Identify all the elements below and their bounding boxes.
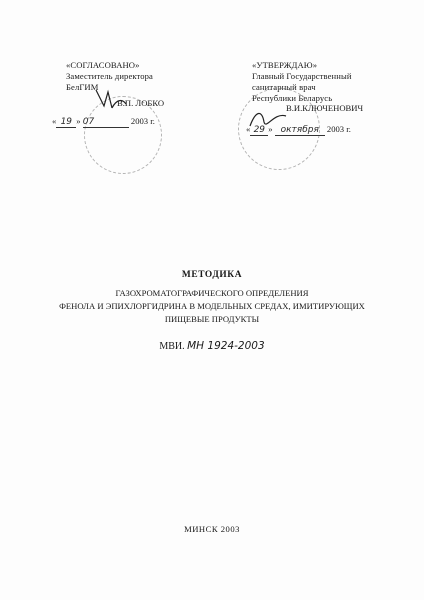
approval-right-date-year: 2003 г.: [326, 124, 351, 134]
document-title: МЕТОДИКА: [181, 270, 243, 280]
approval-left-position: Заместитель директора: [66, 71, 153, 81]
approval-left-date-month: 07: [82, 117, 95, 127]
document-subtitle-line-1: ГАЗОХРОМАТОГРАФИЧЕСКОГО ОПРЕДЕЛЕНИЯ: [115, 288, 309, 298]
approval-left-date-open-quote: «: [52, 116, 57, 126]
document-code-number: МН 1924-2003: [187, 340, 265, 352]
approval-right-date-day: 29: [253, 125, 266, 135]
approval-right-position-2: санитарный врач: [252, 82, 316, 92]
approval-left-date-day: 19: [60, 117, 73, 127]
approval-left-date-year: 2003 г.: [130, 116, 155, 126]
approval-left-date: [52, 116, 155, 128]
approval-right-date-month: октября: [280, 125, 319, 135]
approval-right-heading: «УТВЕРЖДАЮ»: [252, 60, 318, 70]
document-subtitle-line-2: ФЕНОЛА И ЭПИХЛОРГИДРИНА В МОДЕЛЬНЫХ СРЕДАХ, ИМИТИРУЮЩИХ: [59, 301, 365, 311]
document-city-year: МИНСК 2003: [184, 524, 240, 534]
approval-left-organization: БелГИМ: [66, 82, 99, 92]
approval-right-date: [246, 124, 351, 136]
document-subtitle-line-3: ПИЩЕВЫЕ ПРОДУКТЫ: [164, 314, 260, 324]
approval-left-signer: В.П. ЛОБКО: [117, 98, 165, 108]
document-code: [40, 340, 384, 352]
approval-left-date-close-quote: »: [76, 116, 81, 126]
approval-right-signer: В.И.КЛЮЧЕНОВИЧ: [286, 103, 364, 113]
approval-right-date-open-quote: «: [246, 124, 251, 134]
document-subtitle: [40, 287, 384, 326]
approval-right-date-close-quote: »: [268, 124, 273, 134]
document-code-prefix: МВИ.: [159, 341, 185, 352]
approval-right-position-1: Главный Государственный: [252, 71, 352, 81]
approval-left-heading: «СОГЛАСОВАНО»: [66, 60, 140, 70]
approval-right-position-3: Республики Беларусь: [252, 93, 333, 103]
